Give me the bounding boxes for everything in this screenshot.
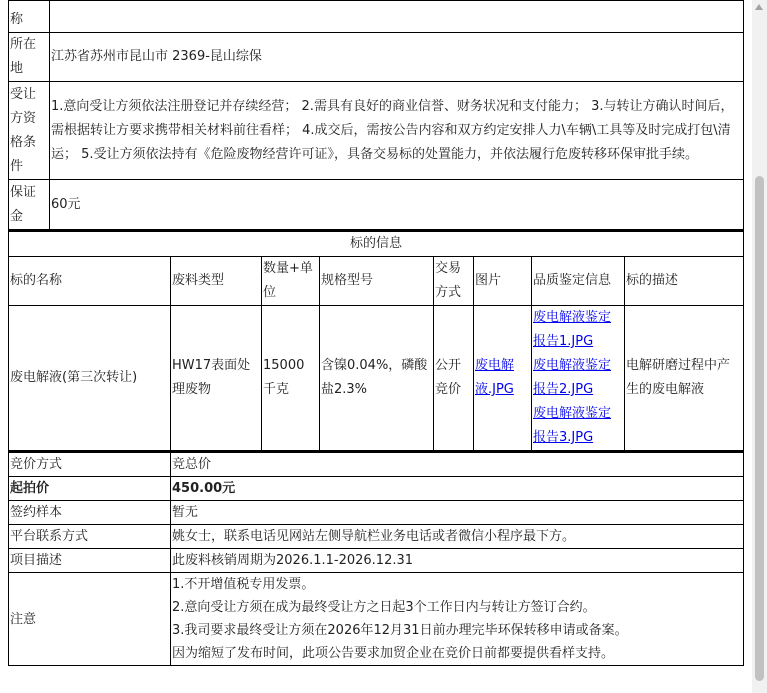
col-header-quantity: 数量+单位	[262, 257, 320, 306]
col-header-desc: 标的描述	[625, 257, 744, 306]
col-header-method: 交易方式	[434, 257, 474, 306]
item-quantity: 15000 千克	[262, 306, 320, 451]
quality-report-link-2[interactable]: 废电解液鉴定报告2.JPG	[533, 358, 612, 397]
details-table	[8, 451, 744, 666]
qualification-label: 受让方资格条件	[9, 82, 50, 180]
bid-method-value: 竞总价	[171, 452, 744, 477]
note-1: 1.不开增值税专用发票。	[172, 577, 315, 592]
note-2: 2.意向受让方须在成为最终受让方之日起3个工作日内与转让方签订合约。	[172, 600, 596, 615]
notes-label: 注意	[9, 573, 171, 666]
col-header-quality: 品质鉴定信息	[532, 257, 625, 306]
table-row	[9, 306, 744, 451]
note-4: 因为缩短了发布时间，此项公告要求加贸企业在竞价日前都要提供看样支持。	[172, 646, 615, 661]
qualification-value: 1.意向受让方须依法注册登记并存续经营； 2.需具有良好的商业信誉、财务状况和支付能力； 3.与转让方确认时间后，需根据转让方要求携带相关材料前往看样； 4.成交后，需按公告内容和双方约定安排人力\车辆\工具等及时完成打包\清运； 5.受让方须依法持有《危险废物经营许可证》，具备交易标的处置能力，并依法履行危废转移环保审批手续。	[50, 82, 744, 180]
col-header-spec: 规格型号	[320, 257, 434, 306]
item-type: HW17表面处理废物	[171, 306, 262, 451]
start-price-label: 起拍价	[9, 477, 171, 501]
start-price-value: 450.00元	[171, 477, 744, 501]
vertical-scrollbar[interactable]	[752, 0, 767, 693]
col-header-name: 标的名称	[9, 257, 171, 306]
announcement-content	[8, 0, 744, 666]
item-desc: 电解研磨过程中产生的废电解液	[625, 306, 744, 451]
notes-value	[171, 573, 744, 666]
item-name: 废电解液(第三次转让)	[9, 306, 171, 451]
item-spec: 含镍0.04%，磷酸盐2.3%	[320, 306, 434, 451]
contact-label: 平台联系方式	[9, 525, 171, 549]
name-label: 称	[9, 1, 50, 33]
project-desc-label: 项目描述	[9, 549, 171, 573]
location-label: 所在地	[9, 33, 50, 82]
scroll-up-arrow-icon[interactable]	[755, 4, 763, 10]
col-header-type: 废料类型	[171, 257, 262, 306]
contract-label: 签约样本	[9, 501, 171, 525]
location-value: 江苏省苏州市昆山市 2369-昆山综保	[50, 33, 744, 82]
col-header-image: 图片	[474, 257, 532, 306]
quality-report-link-3[interactable]: 废电解液鉴定报告3.JPG	[533, 406, 612, 445]
note-3: 3.我司要求最终受让方须在2026年12月31日前办理完毕环保转移申请或备案。	[172, 623, 628, 638]
deposit-label: 保证金	[9, 180, 50, 230]
name-value	[50, 1, 744, 33]
contract-value: 暂无	[171, 501, 744, 525]
item-image-link[interactable]: 废电解液.JPG	[475, 358, 515, 397]
project-desc-value: 此废料核销周期为2026.1.1-2026.12.31	[171, 549, 744, 573]
quality-report-link-1[interactable]: 废电解液鉴定报告1.JPG	[533, 310, 612, 349]
basic-info-table	[8, 0, 744, 230]
item-method: 公开竞价	[434, 306, 474, 451]
contact-value: 姚女士，联系电话见网站左侧导航栏业务电话或者微信小程序最下方。	[171, 525, 744, 549]
deposit-value: 60元	[50, 180, 744, 230]
items-table	[8, 230, 744, 451]
scrollbar-thumb[interactable]	[755, 176, 764, 681]
items-heading: 标的信息	[9, 231, 744, 257]
bid-method-label: 竞价方式	[9, 452, 171, 477]
